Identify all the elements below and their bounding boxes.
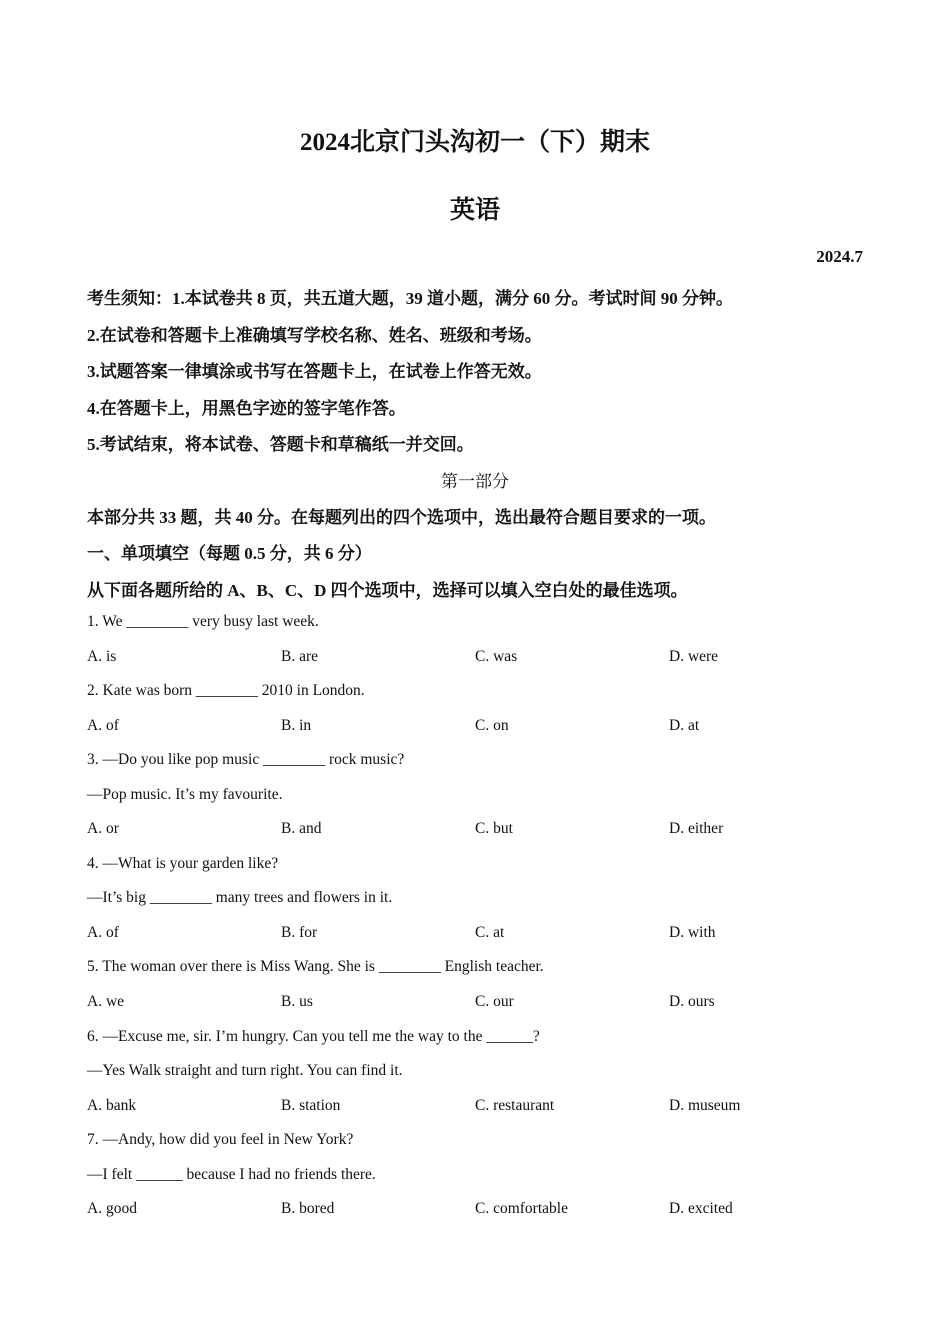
option-b: B. us: [281, 993, 313, 1010]
section-instruction: 从下面各题所给的 A、B、C、D 四个选项中，选择可以填入空白处的最佳选项。: [87, 581, 688, 600]
option-c: C. our: [475, 993, 514, 1010]
instruction-line: 2.在试卷和答题卡上准确填写学校名称、姓名、班级和考场。: [87, 326, 542, 345]
option-b: B. bored: [281, 1200, 335, 1217]
part-intro: 本部分共 33 题，共 40 分。在每题列出的四个选项中，选出最符合题目要求的一项。: [87, 508, 716, 527]
option-c: C. at: [475, 924, 505, 941]
option-a: A. is: [87, 648, 117, 665]
question-stem: 7. —Andy, how did you feel in New York?: [87, 1131, 354, 1148]
question-response: —Pop music. It’s my favourite.: [87, 786, 283, 803]
option-b: B. and: [281, 820, 322, 837]
question-stem: 5. The woman over there is Miss Wang. She is ________ English teacher.: [87, 958, 544, 975]
option-d: D. museum: [669, 1097, 741, 1114]
option-d: D. excited: [669, 1200, 733, 1217]
exam-date: 2024.7: [816, 247, 863, 266]
option-d: D. were: [669, 648, 719, 665]
option-a: A. or: [87, 820, 119, 837]
option-d: D. with: [669, 924, 716, 941]
instruction-line: 4.在答题卡上，用黑色字迹的签字笔作答。: [87, 399, 406, 418]
section-title: 一、单项填空（每题 0.5 分，共 6 分）: [87, 544, 372, 563]
option-c: C. but: [475, 820, 513, 837]
option-c: C. restaurant: [475, 1097, 555, 1114]
question-response: —I felt ______ because I had no friends there.: [87, 1166, 376, 1183]
instruction-line: 5.考试结束，将本试卷、答题卡和草稿纸一并交回。: [87, 435, 474, 454]
option-b: B. station: [281, 1097, 341, 1114]
question-response: —Yes Walk straight and turn right. You can find it.: [87, 1062, 403, 1079]
instruction-line: 考生须知：1.本试卷共 8 页，共五道大题，39 道小题，满分 60 分。考试时间 90 分钟。: [87, 289, 733, 308]
option-a: A. of: [87, 717, 119, 734]
option-d: D. at: [669, 717, 700, 734]
question-stem: 1. We ________ very busy last week.: [87, 613, 319, 630]
option-b: B. are: [281, 648, 319, 665]
instruction-line: 3.试题答案一律填涂或书写在答题卡上，在试卷上作答无效。: [87, 362, 542, 381]
part-title: 第一部分: [441, 472, 509, 491]
option-a: A. we: [87, 993, 125, 1010]
question-stem: 4. —What is your garden like?: [87, 855, 279, 872]
option-c: C. on: [475, 717, 509, 734]
option-a: A. bank: [87, 1097, 137, 1114]
option-c: C. comfortable: [475, 1200, 568, 1217]
question-stem: 2. Kate was born ________ 2010 in London.: [87, 682, 365, 699]
option-b: B. for: [281, 924, 318, 941]
exam-title: 2024北京门头沟初一（下）期末: [299, 129, 650, 156]
option-a: A. of: [87, 924, 119, 941]
option-b: B. in: [281, 717, 312, 734]
option-d: D. either: [669, 820, 724, 837]
option-a: A. good: [87, 1200, 137, 1217]
question-stem: 6. —Excuse me, sir. I’m hungry. Can you tell me the way to the ______?: [87, 1028, 540, 1045]
subject-title: 英语: [449, 197, 500, 224]
option-d: D. ours: [669, 993, 715, 1010]
option-c: C. was: [475, 648, 518, 665]
question-response: —It’s big ________ many trees and flowers in it.: [87, 889, 393, 906]
question-stem: 3. —Do you like pop music ________ rock music?: [87, 751, 405, 768]
